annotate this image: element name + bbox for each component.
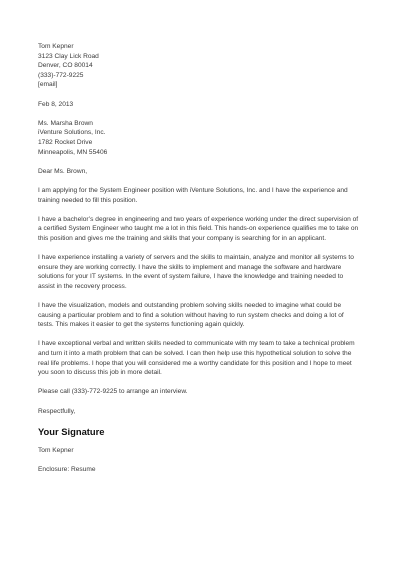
body-paragraph: Please call (333)-772-9225 to arrange an interview. bbox=[38, 388, 188, 396]
body-paragraph: I am applying for the System Engineer position with iVenture Solutions, Inc. and I have the experience and training needed to fill this position. bbox=[38, 186, 348, 204]
sender-phone: (333)-772-9225 bbox=[38, 71, 84, 79]
body-paragraph: I have a bachelor’s degree in engineering and two years of experience working under the direct supervision of a certified System Engineer who taught me a lot in this field. This hands-on experience qualifies me to take on this position and gives me the training and skills that your company is searching for in an applicant. bbox=[38, 215, 359, 242]
letter-date: Feb 8, 2013 bbox=[38, 100, 74, 108]
signer-name: Tom Kepner bbox=[38, 446, 74, 454]
sender-name: Tom Kepner bbox=[38, 43, 74, 50]
recipient-company: iVenture Solutions, Inc. bbox=[38, 129, 106, 137]
recipient-name: Ms. Marsha Brown bbox=[38, 119, 93, 127]
salutation: Dear Ms. Brown, bbox=[38, 167, 88, 175]
sender-city-state-zip: Denver, CO 80014 bbox=[38, 62, 93, 70]
recipient-city-state-zip: Minneapolis, MN 55406 bbox=[38, 148, 108, 156]
enclosure-line: Enclosure: Resume bbox=[38, 465, 96, 473]
body-paragraph: I have experience installing a variety of servers and the skills to maintain, analyze and monitor all systems to ensure they are working correctly. I have the skills to implement and manage the software and hardware solutions for your IT systems. In the event of system failure, I have the knowledge and training needed to assist in the recovery process. bbox=[38, 254, 354, 290]
sender-email: [email] bbox=[38, 81, 58, 89]
body-paragraph: I have exceptional verbal and written skills needed to communicate with my team to take a technical problem and turn it into a math problem that can be solved. I can then help use this hypothetical solution to solve the real life problems. I hope that you will considered me a worthy candidate for this position and I hope to meet you soon to discuss this job in more detail. bbox=[38, 340, 355, 377]
sender-street: 3123 Clay Lick Road bbox=[38, 52, 99, 60]
recipient-street: 1782 Rocket Drive bbox=[38, 138, 93, 146]
closing: Respectfully, bbox=[38, 407, 76, 415]
recipient-address bbox=[38, 119, 359, 157]
sender-address bbox=[38, 42, 359, 90]
signature-label: Your Signature bbox=[38, 425, 105, 437]
body-paragraph: I have the visualization, models and outstanding problem solving skills needed to imagine what could be causing a particular problem and to find a solution without having to run system checks and doing a lot of tests. This makes it easier to get the systems functioning again quickly. bbox=[38, 302, 344, 329]
